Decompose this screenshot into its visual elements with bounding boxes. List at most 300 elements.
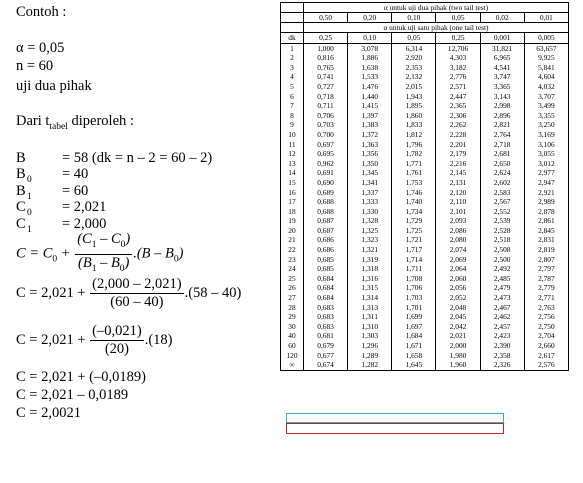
dk-header: dk xyxy=(281,33,304,44)
table-cell: 1,476 xyxy=(348,82,392,92)
dk-cell: 11 xyxy=(281,140,304,150)
table-cell: 1,440 xyxy=(348,92,392,102)
table-row xyxy=(281,255,569,265)
table-cell: 0,686 xyxy=(304,245,348,255)
table-cell: 2,485 xyxy=(480,274,524,284)
table-cell: 0,685 xyxy=(304,255,348,265)
table-cell: 2,989 xyxy=(524,197,568,207)
table-cell: 3,499 xyxy=(524,101,568,111)
table-cell: 1,638 xyxy=(348,63,392,73)
dk-cell: 30 xyxy=(281,322,304,332)
variable-name: C xyxy=(16,216,26,232)
variable-name: B xyxy=(16,183,26,199)
table-cell: 2,571 xyxy=(436,82,480,92)
table-cell: 2,831 xyxy=(524,235,568,245)
table-cell: 1,303 xyxy=(348,331,392,341)
table-cell: 1,833 xyxy=(392,120,436,130)
table-cell: 12,706 xyxy=(436,43,480,53)
table-cell: 0,677 xyxy=(304,351,348,361)
table-row xyxy=(281,82,569,92)
table-cell: 3,365 xyxy=(480,82,524,92)
dk-cell: 60 xyxy=(281,341,304,351)
table-cell: 1,328 xyxy=(348,216,392,226)
variable-value: = 60 xyxy=(62,183,89,199)
table-corner xyxy=(281,23,304,33)
table-cell: 2,807 xyxy=(524,255,568,265)
one-tail-alpha: 0,10 xyxy=(348,33,392,44)
table-row xyxy=(281,63,569,73)
two-tail-alpha: 0,05 xyxy=(436,13,480,23)
table-cell: 1,711 xyxy=(392,264,436,274)
table-cell: 1,796 xyxy=(392,140,436,150)
table-cell: 1,734 xyxy=(392,207,436,217)
table-cell: 1,533 xyxy=(348,72,392,82)
table-cell: 1,860 xyxy=(392,111,436,121)
table-cell: 2,763 xyxy=(524,303,568,313)
table-cell: 0,727 xyxy=(304,82,348,92)
variable-value: = 2,000 xyxy=(62,216,107,232)
table-cell: 0,681 xyxy=(304,331,348,341)
table-cell: 1,325 xyxy=(348,226,392,236)
table-cell: 1,330 xyxy=(348,207,392,217)
table-cell: 1,708 xyxy=(392,274,436,284)
table-cell: 2,500 xyxy=(480,255,524,265)
table-cell: 2,306 xyxy=(436,111,480,121)
table-cell: 0,741 xyxy=(304,72,348,82)
table-cell: 4,032 xyxy=(524,82,568,92)
table-cell: 6,314 xyxy=(392,43,436,53)
alpha-value: α = 0,05 xyxy=(16,40,65,56)
table-cell: 1,333 xyxy=(348,197,392,207)
table-cell: 2,093 xyxy=(436,216,480,226)
variable-value: = 2,021 xyxy=(62,199,107,215)
from-table-post: diperoleh : xyxy=(67,113,134,129)
table-cell: 2,921 xyxy=(524,188,568,198)
table-cell: 2,681 xyxy=(480,149,524,159)
table-cell: 1,319 xyxy=(348,255,392,265)
table-cell: 1,812 xyxy=(392,130,436,140)
table-cell: 1,415 xyxy=(348,101,392,111)
dk-cell: 4 xyxy=(281,72,304,82)
table-cell: 0,765 xyxy=(304,63,348,73)
table-cell: 4,604 xyxy=(524,72,568,82)
variable-name: C xyxy=(16,199,26,215)
table-cell: 2,977 xyxy=(524,168,568,178)
table-cell: 2,787 xyxy=(524,274,568,284)
table-cell: 0,683 xyxy=(304,322,348,332)
table-cell: 2,201 xyxy=(436,140,480,150)
table-cell: 3,169 xyxy=(524,130,568,140)
table-cell: 4,541 xyxy=(480,63,524,73)
table-cell: 1,313 xyxy=(348,303,392,313)
table-cell: 2,602 xyxy=(480,178,524,188)
table-cell: 1,697 xyxy=(392,322,436,332)
dk-cell: 6 xyxy=(281,92,304,102)
dk-cell: 19 xyxy=(281,216,304,226)
table-row xyxy=(281,235,569,245)
table-row xyxy=(281,120,569,130)
table-cell: 2,624 xyxy=(480,168,524,178)
table-cell: 1,960 xyxy=(436,360,480,370)
table-cell: 1,314 xyxy=(348,293,392,303)
table-cell: 0,816 xyxy=(304,53,348,63)
table-cell: 0,695 xyxy=(304,149,348,159)
table-cell: 0,690 xyxy=(304,178,348,188)
table-cell: 1,699 xyxy=(392,312,436,322)
table-cell: 1,645 xyxy=(392,360,436,370)
dk-cell: 7 xyxy=(281,101,304,111)
table-cell: 2,819 xyxy=(524,245,568,255)
table-cell: 0,700 xyxy=(304,130,348,140)
one-tail-alpha: 0,25 xyxy=(436,33,480,44)
table-cell: 3,707 xyxy=(524,92,568,102)
table-cell: 2,069 xyxy=(436,255,480,265)
from-table-line xyxy=(16,113,134,135)
table-cell: 1,886 xyxy=(348,53,392,63)
worked-example xyxy=(16,0,274,483)
equation-step-2: C = 2,021 + $\frac{(-0,021)}{(20)}$ .(18) xyxy=(16,323,173,357)
table-cell: 1,337 xyxy=(348,188,392,198)
sample-size: n = 60 xyxy=(16,58,54,74)
table-cell: 1,372 xyxy=(348,130,392,140)
table-cell: 2,080 xyxy=(436,235,480,245)
table-corner xyxy=(281,13,304,23)
variable-value: = 40 xyxy=(62,166,89,182)
table-row xyxy=(281,226,569,236)
table-row xyxy=(281,168,569,178)
interpolation-formula: $C = C_0$ + $\frac{(C_1 - C_0)}{(B_1 - B_0)}$ $.(B - B_0)$ xyxy=(16,231,184,274)
table-row xyxy=(281,43,569,53)
table-cell: 5,841 xyxy=(524,63,568,73)
dk-cell: 9 xyxy=(281,120,304,130)
table-cell: 1,746 xyxy=(392,188,436,198)
table-cell: 2,779 xyxy=(524,283,568,293)
table-row xyxy=(281,360,569,370)
two-tail-alpha: 0,01 xyxy=(524,13,568,23)
table-cell: 3,747 xyxy=(480,72,524,82)
dk-cell: ∞ xyxy=(281,360,304,370)
table-cell: 2,617 xyxy=(524,351,568,361)
dk-cell: 5 xyxy=(281,82,304,92)
table-cell: 2,216 xyxy=(436,159,480,169)
one-tail-header: α untuk uji satu pihak (one tail test) xyxy=(304,23,569,33)
table-cell: 3,106 xyxy=(524,140,568,150)
table-cell: 0,718 xyxy=(304,92,348,102)
table-row xyxy=(281,264,569,274)
table-cell: 2,479 xyxy=(480,283,524,293)
two-tail-alpha: 0,50 xyxy=(304,13,348,23)
table-cell: 1,761 xyxy=(392,168,436,178)
dk-cell: 26 xyxy=(281,283,304,293)
example-heading: Contoh : xyxy=(16,4,67,20)
table-cell: 2,473 xyxy=(480,293,524,303)
table-cell: 0,962 xyxy=(304,159,348,169)
table-row xyxy=(281,130,569,140)
table-cell: 1,671 xyxy=(392,341,436,351)
two-tail-alpha: 0,02 xyxy=(480,13,524,23)
dk-cell: 13 xyxy=(281,159,304,169)
dk-cell: 24 xyxy=(281,264,304,274)
table-cell: 1,943 xyxy=(392,92,436,102)
table-cell: 2,052 xyxy=(436,293,480,303)
table-cell: 2,518 xyxy=(480,235,524,245)
table-cell: 1,980 xyxy=(436,351,480,361)
dk-cell: 27 xyxy=(281,293,304,303)
table-cell: 9,925 xyxy=(524,53,568,63)
table-row xyxy=(281,331,569,341)
variable-subscript: 1 xyxy=(27,192,32,202)
variable-value: = 58 (dk = n – 2 = 60 – 2) xyxy=(62,150,213,166)
table-cell: 2,042 xyxy=(436,322,480,332)
table-cell: 2,756 xyxy=(524,312,568,322)
table-cell: 1,701 xyxy=(392,303,436,313)
table-cell: 2,060 xyxy=(436,274,480,284)
table-cell: 2,462 xyxy=(480,312,524,322)
table-cell: 2,583 xyxy=(480,188,524,198)
one-tail-alpha: 0,005 xyxy=(524,33,568,44)
table-cell: 2,947 xyxy=(524,178,568,188)
table-cell: 1,703 xyxy=(392,293,436,303)
two-tail-header: α untuk uji dua pihak (two tail test) xyxy=(304,3,569,13)
table-cell: 1,771 xyxy=(392,159,436,169)
highlight-dk-40 xyxy=(286,413,504,423)
table-cell: 1,714 xyxy=(392,255,436,265)
table-cell: 0,686 xyxy=(304,235,348,245)
table-cell: 2,797 xyxy=(524,264,568,274)
table-cell: 63,657 xyxy=(524,43,568,53)
table-cell: 3,012 xyxy=(524,159,568,169)
equation-step-4: C = 2,021 – 0,0189 xyxy=(16,387,129,403)
two-tail-alpha: 0,20 xyxy=(348,13,392,23)
table-row xyxy=(281,72,569,82)
table-cell: 2,326 xyxy=(480,360,524,370)
highlight-dk-60 xyxy=(286,423,504,434)
one-tail-alpha: 0,001 xyxy=(480,33,524,44)
table-cell: 0,683 xyxy=(304,312,348,322)
table-cell: 2,576 xyxy=(524,360,568,370)
table-cell: 0,687 xyxy=(304,216,348,226)
table-cell: 2,056 xyxy=(436,283,480,293)
table-row xyxy=(281,101,569,111)
table-cell: 0,679 xyxy=(304,341,348,351)
eq3-denominator: (20) xyxy=(104,341,130,357)
two-tail-alpha: 0,10 xyxy=(392,13,436,23)
table-cell: 31,821 xyxy=(480,43,524,53)
table-cell: 0,684 xyxy=(304,293,348,303)
table-cell: 2,101 xyxy=(436,207,480,217)
table-cell: 2,998 xyxy=(480,101,524,111)
table-cell: 1,721 xyxy=(392,235,436,245)
table-cell: 2,861 xyxy=(524,216,568,226)
table-row xyxy=(281,53,569,63)
table-cell: 1,282 xyxy=(348,360,392,370)
dk-cell: 23 xyxy=(281,255,304,265)
table-cell: 1,782 xyxy=(392,149,436,159)
table-cell: 2,179 xyxy=(436,149,480,159)
table-cell: 1,753 xyxy=(392,178,436,188)
variable-subscript: 0 xyxy=(27,208,32,218)
dk-cell: 8 xyxy=(281,111,304,121)
table-cell: 1,717 xyxy=(392,245,436,255)
table-cell: 2,423 xyxy=(480,331,524,341)
table-row xyxy=(281,92,569,102)
table-cell: 1,318 xyxy=(348,264,392,274)
table-row xyxy=(281,197,569,207)
from-table-sub: tabel xyxy=(49,121,68,132)
table-cell: 2,718 xyxy=(480,140,524,150)
dk-cell: 1 xyxy=(281,43,304,53)
table-cell: 1,000 xyxy=(304,43,348,53)
table-corner xyxy=(281,3,304,13)
dk-cell: 17 xyxy=(281,197,304,207)
table-row xyxy=(281,351,569,361)
table-cell: 0,687 xyxy=(304,226,348,236)
table-row xyxy=(281,283,569,293)
table-cell: 2,145 xyxy=(436,168,480,178)
table-cell: 2,365 xyxy=(436,101,480,111)
table-cell: 1,316 xyxy=(348,274,392,284)
table-row xyxy=(281,111,569,121)
table-cell: 2,447 xyxy=(436,92,480,102)
table-row xyxy=(281,303,569,313)
table-cell: 2,821 xyxy=(480,120,524,130)
dk-cell: 28 xyxy=(281,303,304,313)
table-cell: 2,064 xyxy=(436,264,480,274)
table-cell: 2,131 xyxy=(436,178,480,188)
table-cell: 2,000 xyxy=(436,341,480,351)
table-cell: 1,895 xyxy=(392,101,436,111)
table-row xyxy=(281,159,569,169)
variable-subscript: 0 xyxy=(27,175,32,185)
equation-result: C = 2,0021 xyxy=(16,405,81,421)
dk-cell: 10 xyxy=(281,130,304,140)
table-cell: 2,750 xyxy=(524,322,568,332)
table-cell: 2,771 xyxy=(524,293,568,303)
table-cell: 2,776 xyxy=(436,72,480,82)
table-cell: 2,650 xyxy=(480,159,524,169)
dk-cell: 29 xyxy=(281,312,304,322)
table-cell: 2,120 xyxy=(436,188,480,198)
table-cell: 1,345 xyxy=(348,168,392,178)
table-cell: 1,323 xyxy=(348,235,392,245)
table-row xyxy=(281,245,569,255)
dk-cell: 12 xyxy=(281,149,304,159)
table-cell: 2,896 xyxy=(480,111,524,121)
table-cell: 2,110 xyxy=(436,197,480,207)
table-cell: 0,688 xyxy=(304,207,348,217)
table-row xyxy=(281,341,569,351)
table-cell: 3,250 xyxy=(524,120,568,130)
table-cell: 2,508 xyxy=(480,245,524,255)
eq3-numerator: (–0,021) xyxy=(92,323,142,339)
dk-cell: 120 xyxy=(281,351,304,361)
from-table-pre: Dari t xyxy=(16,113,50,129)
dk-cell: 2 xyxy=(281,53,304,63)
table-cell: 2,390 xyxy=(480,341,524,351)
table-cell: 1,311 xyxy=(348,312,392,322)
table-cell: 2,528 xyxy=(480,226,524,236)
dk-cell: 25 xyxy=(281,274,304,284)
t-distribution-table xyxy=(280,2,569,371)
variable-name: B xyxy=(16,166,26,182)
table-row xyxy=(281,322,569,332)
table-row xyxy=(281,293,569,303)
table-cell: 3,078 xyxy=(348,43,392,53)
table-cell: 2,132 xyxy=(392,72,436,82)
variable-subscript: 1 xyxy=(27,225,32,235)
dk-cell: 18 xyxy=(281,207,304,217)
table-cell: 1,341 xyxy=(348,178,392,188)
table-cell: 2,228 xyxy=(436,130,480,140)
table-row xyxy=(281,274,569,284)
table-cell: 0,697 xyxy=(304,140,348,150)
table-row xyxy=(281,140,569,150)
table-cell: 1,356 xyxy=(348,149,392,159)
table-cell: 0,674 xyxy=(304,360,348,370)
dk-cell: 14 xyxy=(281,168,304,178)
table-cell: 3,182 xyxy=(436,63,480,73)
table-cell: 2,567 xyxy=(480,197,524,207)
table-cell: 1,729 xyxy=(392,216,436,226)
test-type: uji dua pihak xyxy=(16,78,92,94)
table-cell: 2,457 xyxy=(480,322,524,332)
table-cell: 2,048 xyxy=(436,303,480,313)
table-row xyxy=(281,216,569,226)
table-row xyxy=(281,188,569,198)
table-cell: 2,353 xyxy=(392,63,436,73)
table-cell: 1,350 xyxy=(348,159,392,169)
table-cell: 2,492 xyxy=(480,264,524,274)
table-cell: 1,383 xyxy=(348,120,392,130)
table-row xyxy=(281,178,569,188)
table-cell: 1,310 xyxy=(348,322,392,332)
table-row xyxy=(281,149,569,159)
table-cell: 2,764 xyxy=(480,130,524,140)
one-tail-alpha: 0,25 xyxy=(304,33,348,44)
table-cell: 0,683 xyxy=(304,303,348,313)
eq2-denominator: (60 – 40) xyxy=(110,294,164,310)
table-cell: 1,296 xyxy=(348,341,392,351)
table-cell: 3,055 xyxy=(524,149,568,159)
table-cell: 1,706 xyxy=(392,283,436,293)
table-cell: 0,688 xyxy=(304,197,348,207)
table-cell: 2,920 xyxy=(392,53,436,63)
table-cell: 1,397 xyxy=(348,111,392,121)
table-cell: 1,740 xyxy=(392,197,436,207)
table-cell: 2,845 xyxy=(524,226,568,236)
table-cell: 2,015 xyxy=(392,82,436,92)
table-cell: 1,321 xyxy=(348,245,392,255)
variable-name: B xyxy=(16,150,26,166)
table-cell: 0,689 xyxy=(304,188,348,198)
table-cell: 2,552 xyxy=(480,207,524,217)
eq2-numerator: (2,000 – 2,021) xyxy=(92,276,182,292)
table-cell: 2,467 xyxy=(480,303,524,313)
dk-cell: 20 xyxy=(281,226,304,236)
dk-cell: 16 xyxy=(281,188,304,198)
table-cell: 2,045 xyxy=(436,312,480,322)
dk-cell: 40 xyxy=(281,331,304,341)
table-cell: 2,358 xyxy=(480,351,524,361)
table-cell: 4,303 xyxy=(436,53,480,63)
table-cell: 2,539 xyxy=(480,216,524,226)
table-cell: 0,691 xyxy=(304,168,348,178)
dk-cell: 15 xyxy=(281,178,304,188)
equation-step-1: C = 2,021 + $\frac{(2,000 - 2,021)}{(60 - 40)}$ .(58 – 40) xyxy=(16,276,242,310)
table-cell: 1,363 xyxy=(348,140,392,150)
table-cell: 2,021 xyxy=(436,331,480,341)
table-cell: 0,684 xyxy=(304,283,348,293)
